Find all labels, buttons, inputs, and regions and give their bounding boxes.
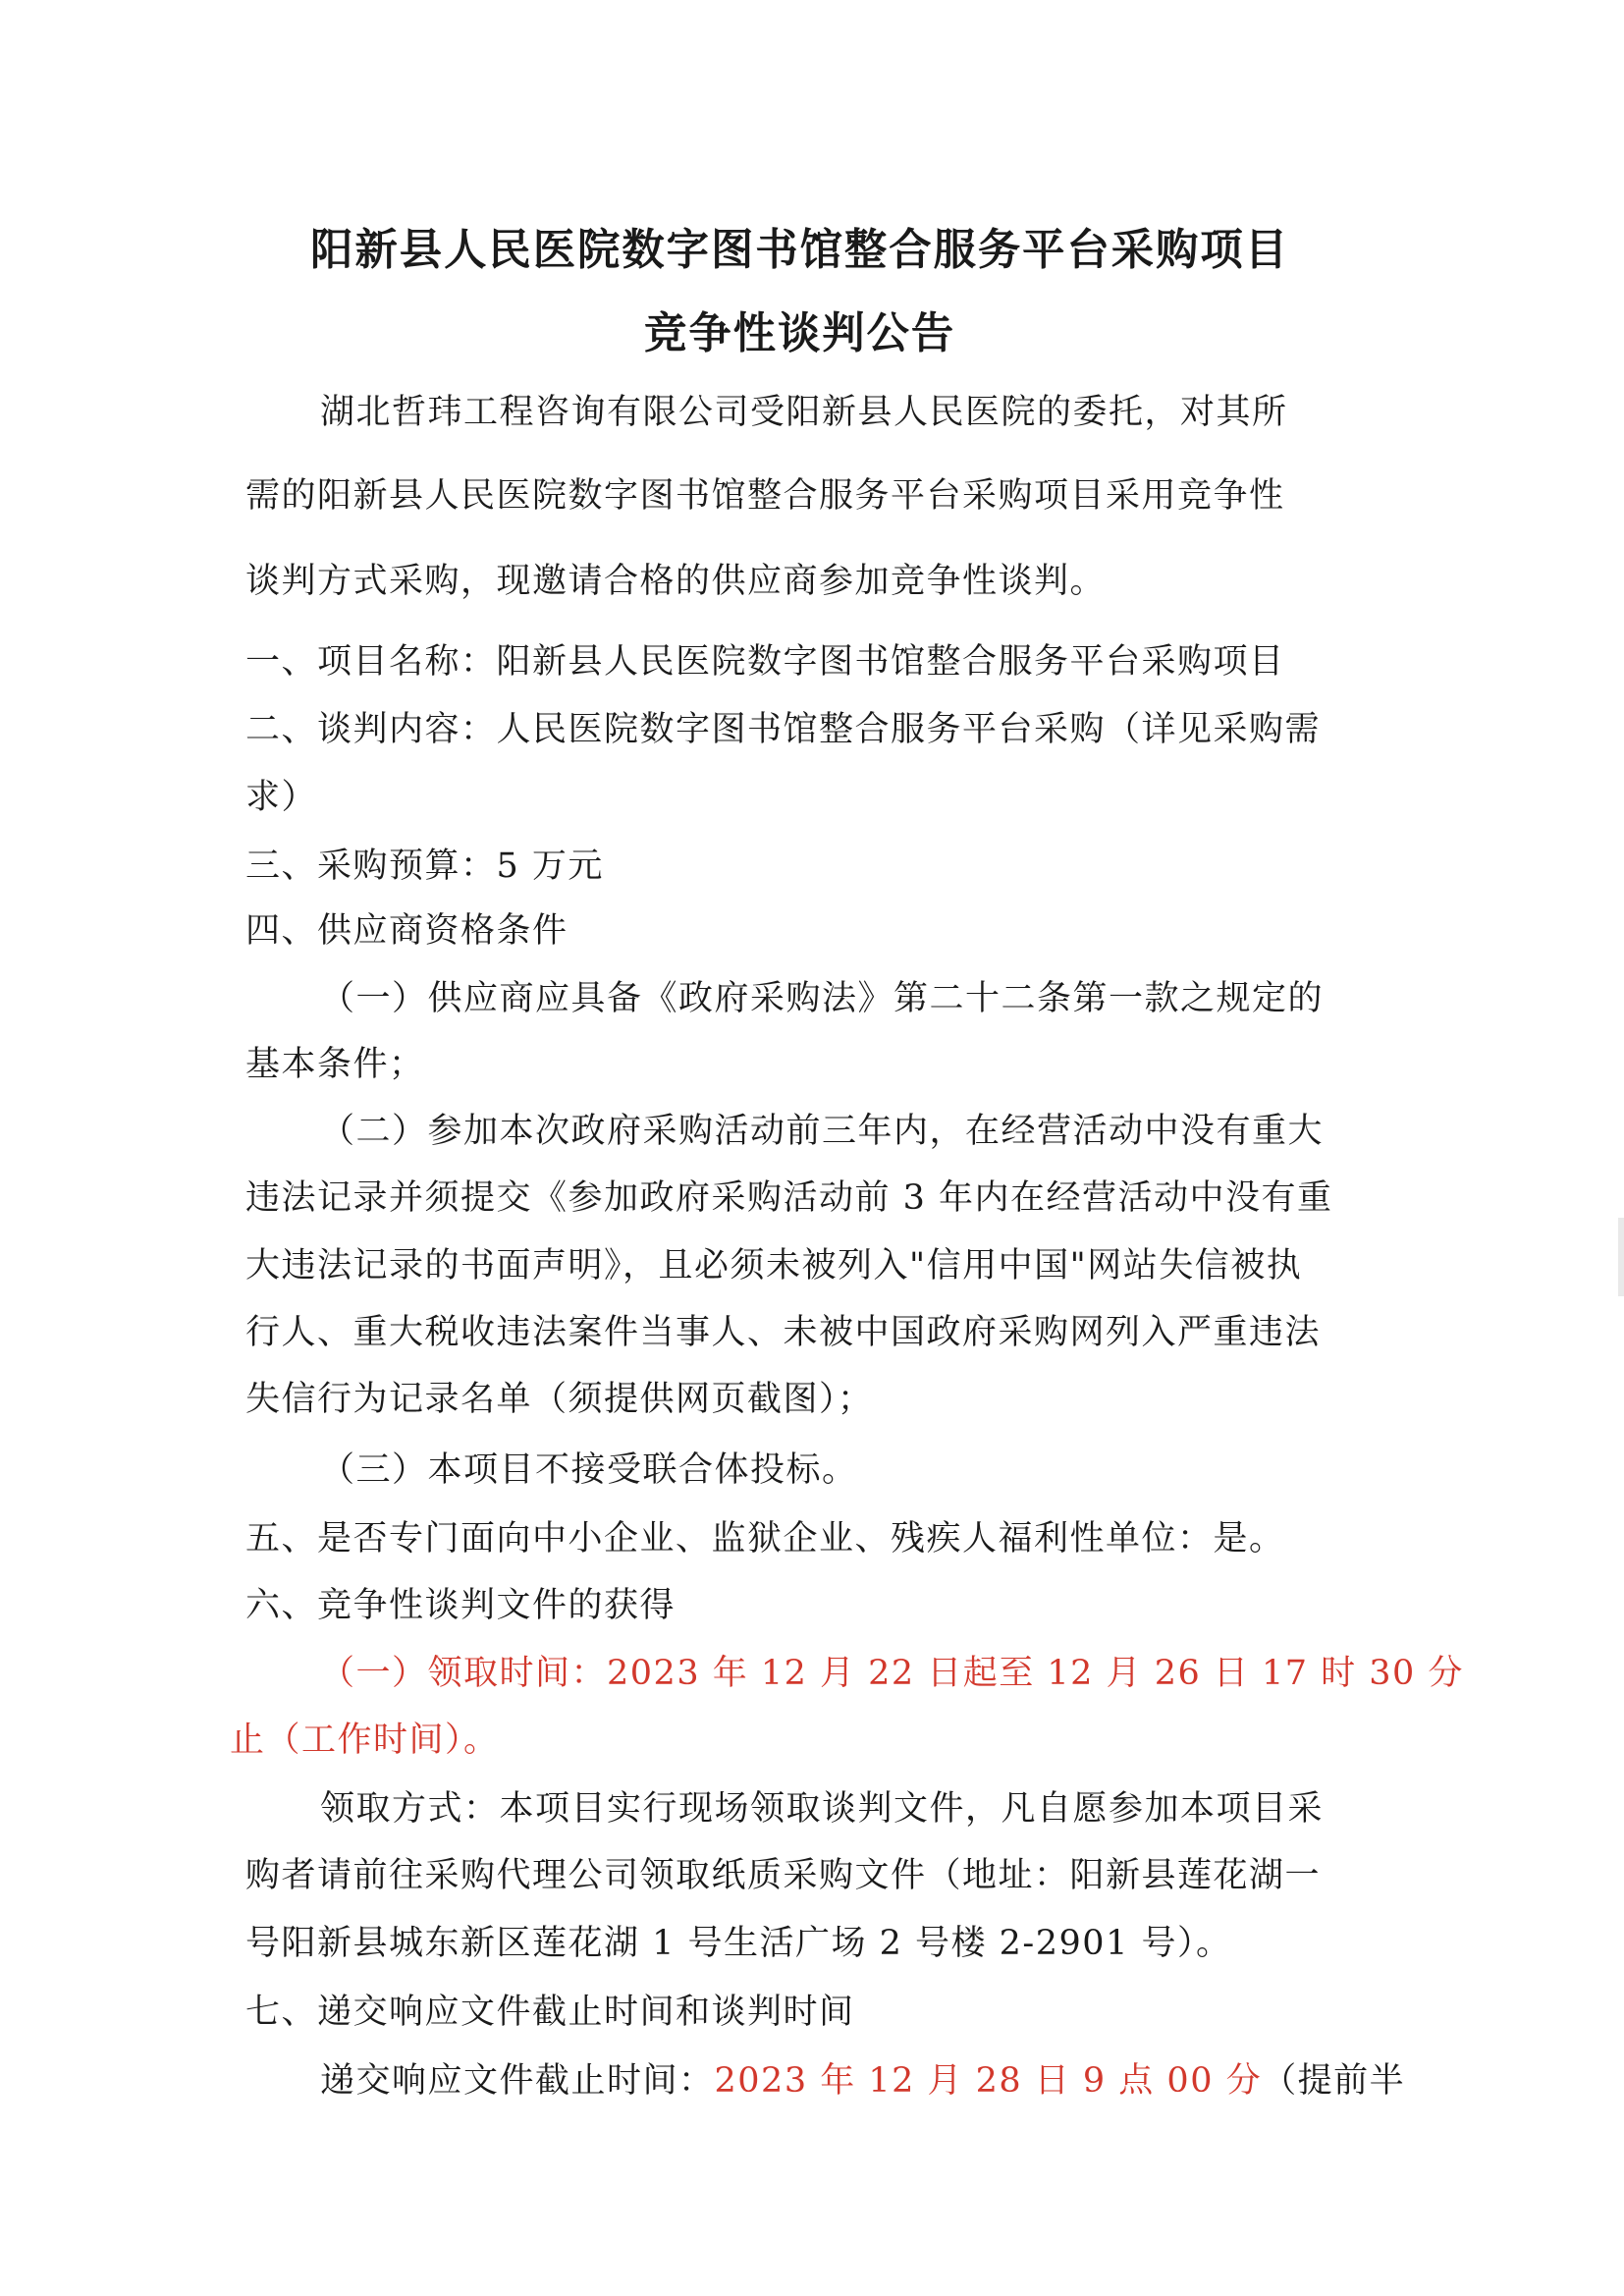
section-6-heading: 六、竞争性谈判文件的获得 <box>245 1586 677 1625</box>
intro-line-1: 湖北哲玮工程咨询有限公司受阳新县人民医院的委托，对其所 <box>320 393 1288 432</box>
section-7-deadline-line <box>320 2059 1405 2103</box>
section-2-content-line-1: 二、谈判内容：人民医院数字图书馆整合服务平台采购（详见采购需 <box>245 710 1322 749</box>
section-6-time-line-1 <box>320 1652 1464 1695</box>
section-6-time-label: （一）领取时间： <box>320 1654 608 1693</box>
section-7-deadline-value: 2023 年 12 月 28 日 9 点 00 分 <box>714 2061 1263 2101</box>
section-7-deadline-tail: （提前半 <box>1262 2061 1406 2101</box>
section-1-project-name: 一、项目名称：阳新县人民医院数字图书馆整合服务平台采购项目 <box>245 642 1285 682</box>
section-4-clause-1-line-2: 基本条件； <box>245 1045 425 1084</box>
section-4-clause-2-line-1: （二）参加本次政府采购活动前三年内，在经营活动中没有重大 <box>320 1112 1325 1151</box>
intro-line-2: 需的阳新县人民医院数字图书馆整合服务平台采购项目采用竞争性 <box>245 476 1285 516</box>
section-2-content-line-2: 求） <box>245 778 318 817</box>
section-7-deadline-label: 递交响应文件截止时间： <box>320 2061 715 2101</box>
section-6-method-line-3: 号阳新县城东新区莲花湖 1 号生活广场 2 号楼 2-2901 号）。 <box>245 1924 1232 1963</box>
section-3-budget: 三、采购预算：5 万元 <box>245 847 604 886</box>
section-5-sme: 五、是否专门面向中小企业、监狱企业、残疾人福利性单位：是。 <box>245 1519 1285 1558</box>
scan-edge-shadow <box>1618 1218 1624 1296</box>
section-4-heading: 四、供应商资格条件 <box>245 911 568 951</box>
document-title-line-2: 竞争性谈判公告 <box>644 308 956 358</box>
section-4-clause-2-line-2: 违法记录并须提交《参加政府采购活动前 3 年内在经营活动中没有重 <box>245 1178 1333 1218</box>
section-4-clause-2-line-3: 大违法记录的书面声明》，且必须未被列入"信用中国"网站失信被执 <box>245 1246 1303 1285</box>
section-4-clause-2-line-4: 行人、重大税收违法案件当事人、未被中国政府采购网列入严重违法 <box>245 1313 1322 1352</box>
section-7-heading: 七、递交响应文件截止时间和谈判时间 <box>245 1993 855 2032</box>
intro-line-3: 谈判方式采购，现邀请合格的供应商参加竞争性谈判。 <box>245 562 1107 601</box>
section-4-clause-1-line-1: （一）供应商应具备《政府采购法》第二十二条第一款之规定的 <box>320 979 1325 1018</box>
section-6-method-line-1: 领取方式：本项目实行现场领取谈判文件，凡自愿参加本项目采 <box>320 1789 1325 1829</box>
section-6-time-line-2: 止（工作时间）。 <box>230 1721 500 1760</box>
section-6-time-value: 2023 年 12 月 22 日起至 12 月 26 日 17 时 30 分 <box>607 1654 1464 1693</box>
section-4-clause-3: （三）本项目不接受联合体投标。 <box>320 1450 858 1490</box>
section-6-method-line-2: 购者请前往采购代理公司领取纸质采购文件（地址：阳新县莲花湖一 <box>245 1856 1322 1895</box>
document-title-line-1: 阳新县人民医院数字图书馆整合服务平台采购项目 <box>310 225 1290 275</box>
section-4-clause-2-line-5: 失信行为记录名单（须提供网页截图）； <box>245 1380 874 1419</box>
